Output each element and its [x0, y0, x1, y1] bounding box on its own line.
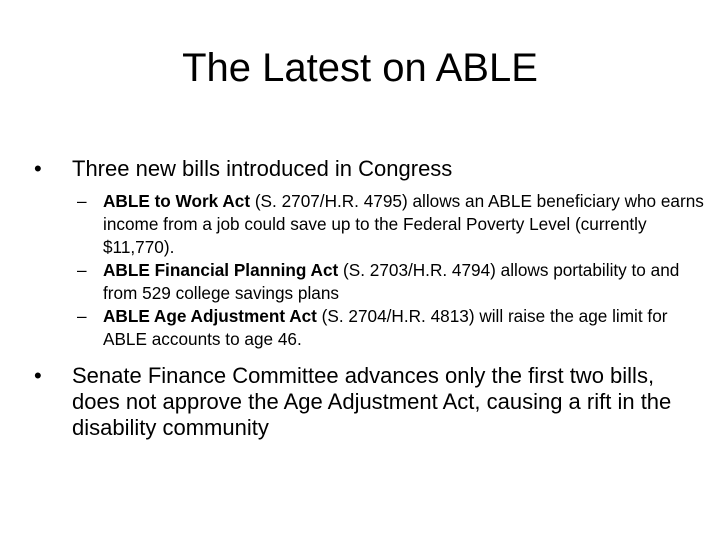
bullet-item	[34, 363, 704, 441]
sub-bullet-list	[34, 190, 704, 351]
bill-description: (S. 2703/H.R. 4794) allows portability to and from 529 college savings plans	[103, 260, 680, 303]
bullet-text: Three new bills introduced in Congress	[72, 156, 453, 181]
slide-title: The Latest on ABLE	[182, 46, 538, 90]
bullet-marker: •	[34, 363, 42, 388]
bill-description: (S. 2707/H.R. 4795) allows an ABLE beneficiary who earns income from a job could save up to the Federal Poverty Level (currently $11,770).	[103, 191, 704, 257]
sub-bullet-item	[34, 259, 704, 305]
bullet-marker: •	[34, 156, 42, 181]
bullet-item	[34, 156, 704, 182]
dash-marker: –	[77, 260, 87, 280]
dash-marker: –	[77, 191, 87, 211]
bill-description: (S. 2704/H.R. 4813) will raise the age limit for ABLE accounts to age 46.	[103, 306, 668, 349]
bill-name: ABLE Age Adjustment Act	[103, 306, 317, 326]
dash-marker: –	[77, 306, 87, 326]
slide-content	[34, 156, 704, 441]
sub-bullet-item	[34, 190, 704, 259]
bullet-text: Senate Finance Committee advances only the first two bills, does not approve the Age Adjustment Act, causing a rift in the disability community	[72, 363, 672, 440]
sub-bullet-item	[34, 305, 704, 351]
bill-name: ABLE to Work Act	[103, 191, 251, 211]
bill-name: ABLE Financial Planning Act	[103, 260, 339, 280]
